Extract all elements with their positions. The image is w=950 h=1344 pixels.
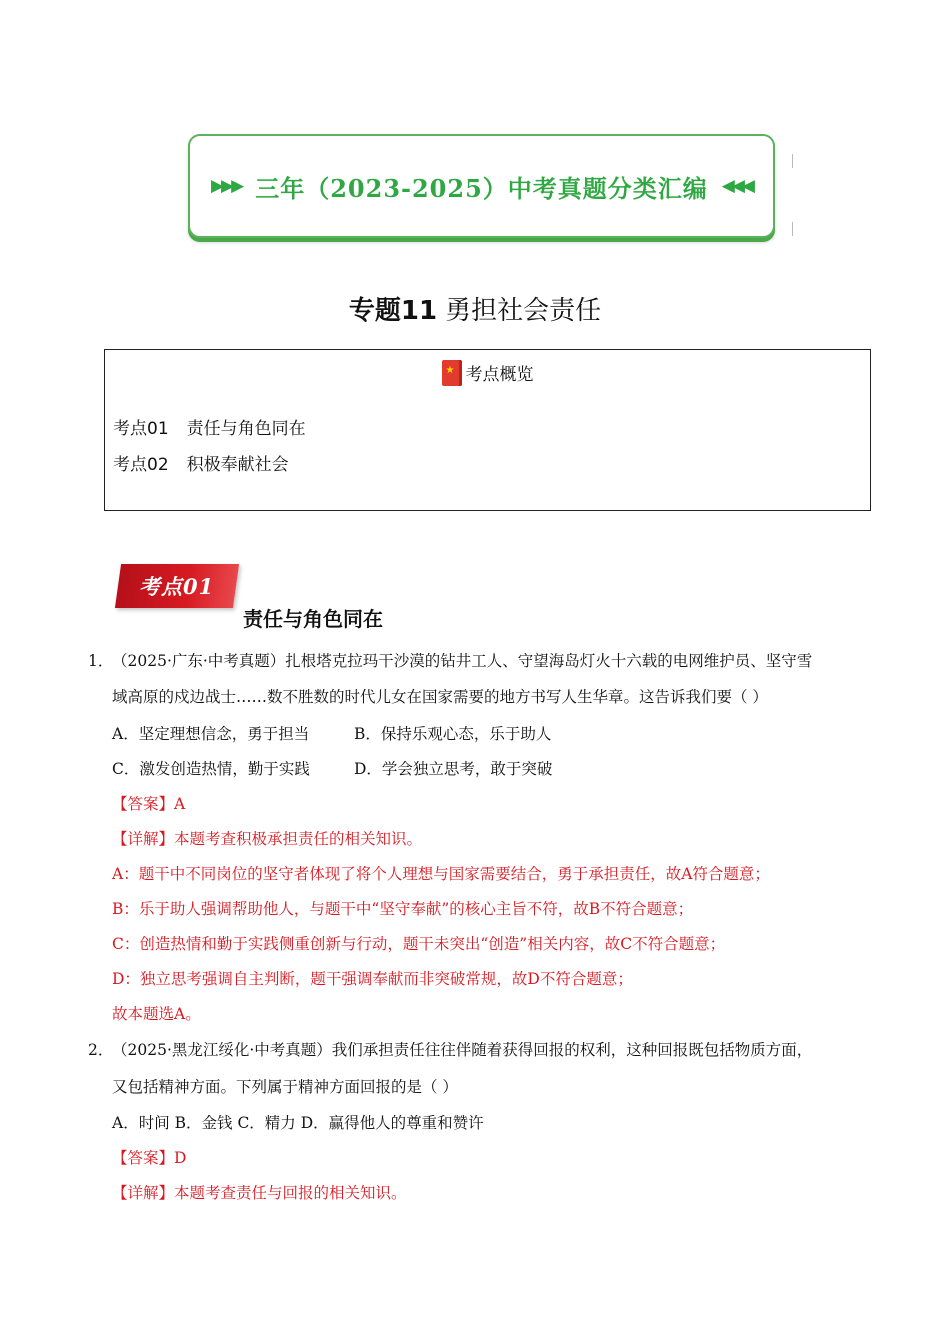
section-title: 责任与角色同在 [243, 607, 383, 631]
explanation-d: D：独立思考强调自主判断，题干强调奉献而非突破常规，故D不符合题意； [112, 970, 633, 988]
overview-item-num: 考点01 [113, 419, 169, 439]
section-tag-text: 考点01 [139, 574, 215, 599]
option-c: C．激发创造热情，勤于实践 [112, 760, 310, 778]
explanation-b: B：乐于助人强调帮助他人，与题干中“坚守奉献”的核心主旨不符，故B不符合题意； [112, 900, 694, 918]
section-tag [115, 564, 239, 608]
question-number: 1． [88, 652, 114, 670]
explanation-a: A：题干中不同岗位的坚守者体现了将个人理想与国家需要结合，勇于承担责任，故A符合题意； [112, 865, 770, 883]
book-icon [442, 360, 462, 386]
question-stem: 又包括精神方面。下列属于精神方面回报的是（ ） [112, 1078, 458, 1096]
overview-heading [105, 360, 870, 386]
option-b: B．保持乐观心态，乐于助人 [354, 725, 552, 743]
overview-item-num: 考点02 [113, 455, 169, 475]
detail: 【详解】本题考查责任与回报的相关知识。 [112, 1184, 407, 1202]
overview-item-label: 积极奉献社会 [186, 455, 289, 475]
option-a: A．坚定理想信念，勇于担当 [112, 725, 310, 743]
corner-mark [792, 222, 793, 236]
overview-box [104, 349, 871, 511]
left-arrows-icon: ◀◀◀ [721, 176, 753, 196]
header-banner [188, 134, 775, 238]
overview-item [113, 450, 289, 475]
question-number: 2． [88, 1041, 114, 1059]
explanation-c: C：创造热情和勤于实践侧重创新与行动，题干未突出“创造”相关内容，故C不符合题意； [112, 935, 726, 953]
overview-item-label: 责任与角色同在 [186, 419, 306, 439]
answer: 【答案】A [112, 795, 186, 813]
detail: 【详解】本题考查积极承担责任的相关知识。 [112, 830, 423, 848]
banner-title: 三年（2023-2025）中考真题分类汇编 [255, 173, 708, 203]
conclusion: 故本题选A。 [112, 1005, 201, 1023]
question-stem: （2025·广东·中考真题）扎根塔克拉玛干沙漠的钻井工人、守望海岛灯火十六载的电网维护员、坚守雪 [112, 652, 813, 670]
option-d: D．学会独立思考，敢于突破 [354, 760, 553, 778]
right-arrows-icon: ▶▶▶ [210, 176, 242, 196]
topic-number: 专题11 [348, 296, 438, 326]
question-stem: （2025·黑龙江绥化·中考真题）我们承担责任往往伴随着获得回报的权利，这种回报既包括物质方面， [112, 1041, 813, 1059]
topic-name: 勇担社会责任 [445, 296, 602, 326]
page-title [0, 290, 950, 327]
question-stem: 域高原的戍边战士……数不胜数的时代儿女在国家需要的地方书写人生华章。这告诉我们要（ ） [112, 688, 768, 706]
answer: 【答案】D [112, 1149, 187, 1167]
corner-mark [792, 154, 793, 168]
overview-item [113, 414, 306, 439]
overview-heading-text: 考点概览 [465, 365, 534, 385]
options: A．时间 B．金钱 C．精力 D．赢得他人的尊重和赞许 [112, 1114, 484, 1132]
